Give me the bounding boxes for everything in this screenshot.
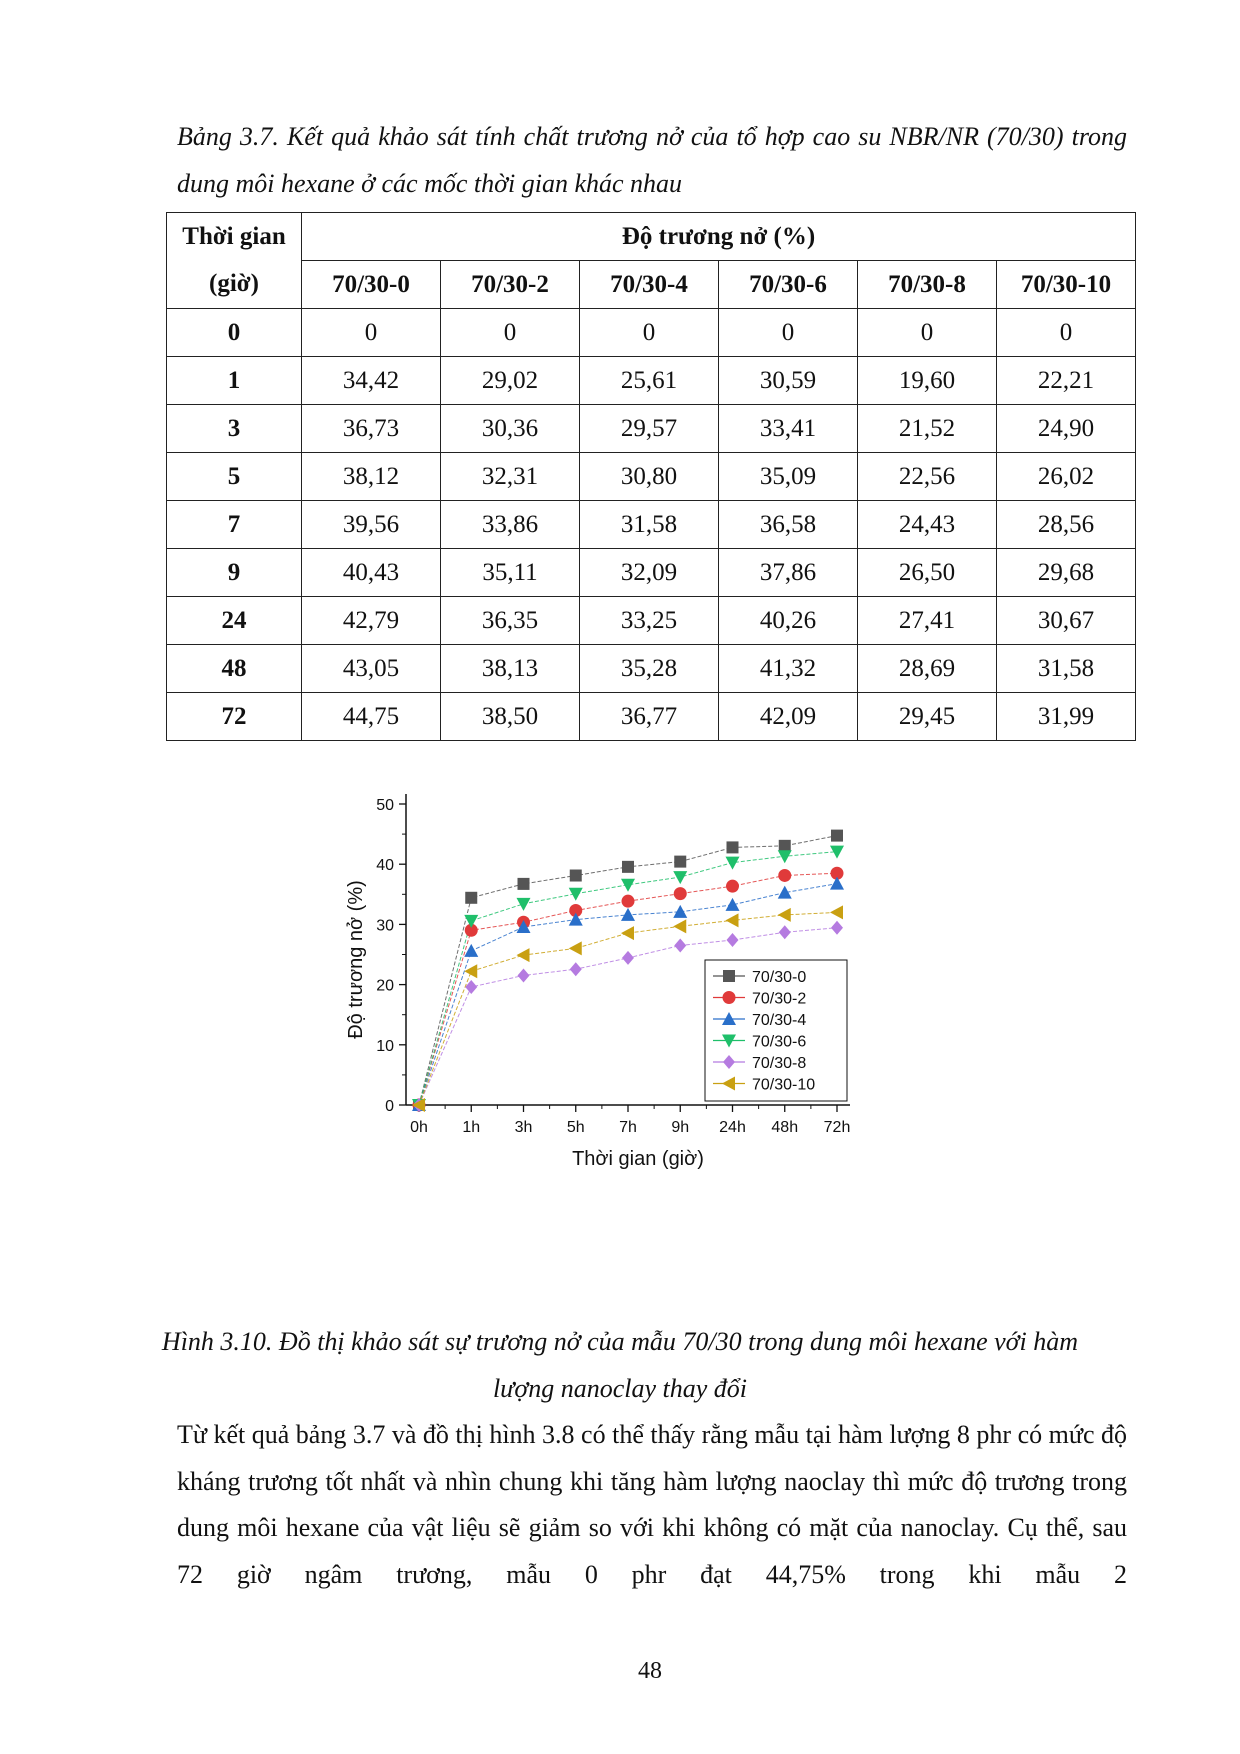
value-cell: 42,09: [719, 693, 858, 741]
x-tick-label: 7h: [619, 1119, 637, 1136]
y-tick-label: 40: [376, 857, 394, 875]
data-point: [778, 869, 791, 882]
data-point: [727, 841, 739, 853]
x-tick-label: 9h: [671, 1119, 690, 1136]
legend-label: 70/30-8: [752, 1055, 807, 1072]
value-cell: 33,25: [580, 597, 719, 645]
data-point: [674, 856, 686, 868]
value-cell: 41,32: [719, 645, 858, 693]
data-point: [622, 861, 634, 873]
value-cell: 0: [719, 309, 858, 357]
table-row: [167, 309, 1136, 357]
value-cell: 36,58: [719, 501, 858, 549]
value-cell: 0: [997, 309, 1136, 357]
x-tick-label: 0h: [410, 1119, 428, 1136]
data-point: [464, 944, 478, 957]
value-cell: 29,45: [858, 693, 997, 741]
value-cell: 40,26: [719, 597, 858, 645]
value-cell: 22,21: [997, 357, 1136, 405]
column-header: 70/30-0: [302, 261, 441, 309]
time-cell: 3: [167, 405, 302, 453]
data-point: [726, 913, 739, 927]
value-cell: 24,43: [858, 501, 997, 549]
value-cell: 31,99: [997, 693, 1136, 741]
data-point: [830, 905, 843, 919]
value-cell: 37,86: [719, 549, 858, 597]
table-row: [167, 405, 1136, 453]
data-point: [674, 887, 687, 900]
value-cell: 30,59: [719, 357, 858, 405]
y-axis-label: Độ trương nở (%): [345, 880, 367, 1039]
data-point: [778, 908, 791, 922]
value-cell: 36,35: [441, 597, 580, 645]
data-point: [518, 968, 530, 982]
data-point: [621, 879, 635, 892]
value-cell: 25,61: [580, 357, 719, 405]
time-cell: 5: [167, 453, 302, 501]
value-cell: 28,69: [858, 645, 997, 693]
data-point: [465, 892, 477, 904]
time-cell: 24: [167, 597, 302, 645]
data-point: [570, 870, 582, 882]
data-point: [726, 898, 740, 911]
data-point: [726, 880, 739, 893]
value-cell: 27,41: [858, 597, 997, 645]
body-paragraph: Từ kết quả bảng 3.7 và đồ thị hình 3.8 có thể thấy rằng mẫu tại hàm lượng 8 phr có mức độ kháng trương tốt nhất và nhìn chung khi tăng hàm lượng naoclay thì mức độ trương trong dung môi hexane của vật liệu sẽ giảm so với khi không có mặt của nanoclay. Cụ thể, sau 72 giờ ngâm trương, mẫu 0 phr đạt 44,75% trong khi mẫu 2: [177, 1420, 1127, 1589]
time-cell: 7: [167, 501, 302, 549]
value-cell: 29,57: [580, 405, 719, 453]
table-row: [167, 501, 1136, 549]
data-point: [464, 915, 478, 928]
swelling-table: [166, 212, 1136, 741]
data-point: [830, 877, 844, 890]
legend-label: 70/30-0: [752, 969, 807, 986]
data-point: [517, 948, 530, 962]
column-header: 70/30-10: [997, 261, 1136, 309]
data-point: [569, 941, 582, 955]
value-cell: 26,02: [997, 453, 1136, 501]
data-point: [779, 925, 791, 939]
value-cell: 19,60: [858, 357, 997, 405]
data-point: [621, 926, 634, 940]
data-point: [518, 878, 530, 890]
value-cell: 34,42: [302, 357, 441, 405]
value-cell: 26,50: [858, 549, 997, 597]
legend-marker: [723, 991, 736, 1004]
value-cell: 0: [302, 309, 441, 357]
data-point: [465, 980, 477, 994]
value-cell: 0: [441, 309, 580, 357]
table-row: [167, 549, 1136, 597]
table-caption: Bảng 3.7. Kết quả khảo sát tính chất trương nở của tổ hợp cao su NBR/NR (70/30) trong dung môi hexane ở các mốc thời gian khác nhau: [177, 122, 1127, 198]
value-cell: 28,56: [997, 501, 1136, 549]
legend-marker: [723, 970, 735, 982]
x-tick-label: 5h: [566, 1119, 585, 1136]
value-cell: 29,68: [997, 549, 1136, 597]
time-cell: 72: [167, 693, 302, 741]
value-cell: 35,28: [580, 645, 719, 693]
value-cell: 30,67: [997, 597, 1136, 645]
x-tick-label: 48h: [771, 1119, 799, 1136]
legend-label: 70/30-6: [752, 1033, 807, 1051]
y-tick-label: 10: [376, 1037, 394, 1055]
value-cell: 30,80: [580, 453, 719, 501]
table-row: [167, 693, 1136, 741]
value-cell: 32,09: [580, 549, 719, 597]
data-point: [674, 938, 686, 952]
table-row: [167, 645, 1136, 693]
time-header-2: (giờ): [167, 261, 302, 309]
value-cell: 43,05: [302, 645, 441, 693]
value-cell: 38,50: [441, 693, 580, 741]
table-row: [167, 357, 1136, 405]
data-point: [779, 840, 791, 852]
value-cell: 44,75: [302, 693, 441, 741]
column-header: 70/30-8: [858, 261, 997, 309]
data-point: [831, 830, 843, 842]
value-cell: 35,09: [719, 453, 858, 501]
value-cell: 30,36: [441, 405, 580, 453]
x-axis-label: Thời gian (giờ): [572, 1148, 704, 1170]
table-row: [167, 453, 1136, 501]
value-cell: 33,86: [441, 501, 580, 549]
column-header: 70/30-4: [580, 261, 719, 309]
data-point: [727, 933, 739, 947]
value-cell: 22,56: [858, 453, 997, 501]
time-cell: 9: [167, 549, 302, 597]
value-cell: 36,73: [302, 405, 441, 453]
legend-label: 70/30-4: [752, 1012, 807, 1029]
data-point: [622, 951, 634, 965]
value-cell: 39,56: [302, 501, 441, 549]
data-point: [726, 857, 740, 870]
swelling-line-chart: [330, 780, 970, 1320]
value-cell: 31,58: [997, 645, 1136, 693]
time-cell: 0: [167, 309, 302, 357]
data-point: [673, 871, 687, 884]
legend-label: 70/30-2: [752, 990, 807, 1008]
data-point: [517, 898, 531, 911]
value-cell: 24,90: [997, 405, 1136, 453]
page-number: 48: [638, 1658, 662, 1684]
x-tick-label: 3h: [514, 1119, 533, 1136]
value-cell: 38,12: [302, 453, 441, 501]
time-header-1: Thời gian: [167, 213, 302, 261]
legend-label: 70/30-10: [752, 1076, 816, 1094]
y-tick-label: 0: [385, 1098, 394, 1115]
time-cell: 48: [167, 645, 302, 693]
x-tick-label: 72h: [823, 1119, 851, 1136]
value-cell: 42,79: [302, 597, 441, 645]
value-cell: 0: [580, 309, 719, 357]
value-cell: 29,02: [441, 357, 580, 405]
column-header: 70/30-6: [719, 261, 858, 309]
data-point: [622, 895, 635, 908]
column-header: 70/30-2: [441, 261, 580, 309]
value-cell: 21,52: [858, 405, 997, 453]
y-tick-label: 30: [376, 917, 394, 935]
value-cell: 32,31: [441, 453, 580, 501]
value-cell: 40,43: [302, 549, 441, 597]
figure-caption: Hình 3.10. Đồ thị khảo sát sự trương nở của mẫu 70/30 trong dung môi hexane với hàm lượng nanoclay thay đổi: [161, 1327, 1079, 1403]
data-point: [570, 962, 582, 976]
y-tick-label: 20: [376, 977, 394, 995]
group-header: Độ trương nở (%): [302, 213, 1136, 261]
x-tick-label: 1h: [462, 1119, 481, 1136]
time-cell: 1: [167, 357, 302, 405]
y-tick-label: 50: [376, 797, 394, 814]
value-cell: 38,13: [441, 645, 580, 693]
x-tick-label: 24h: [719, 1119, 746, 1136]
value-cell: 31,58: [580, 501, 719, 549]
value-cell: 33,41: [719, 405, 858, 453]
table-row: [167, 597, 1136, 645]
data-point: [831, 921, 843, 935]
data-point: [673, 905, 687, 918]
data-point: [673, 919, 686, 933]
value-cell: 35,11: [441, 549, 580, 597]
value-cell: 0: [858, 309, 997, 357]
value-cell: 36,77: [580, 693, 719, 741]
table-body: [167, 309, 1136, 741]
